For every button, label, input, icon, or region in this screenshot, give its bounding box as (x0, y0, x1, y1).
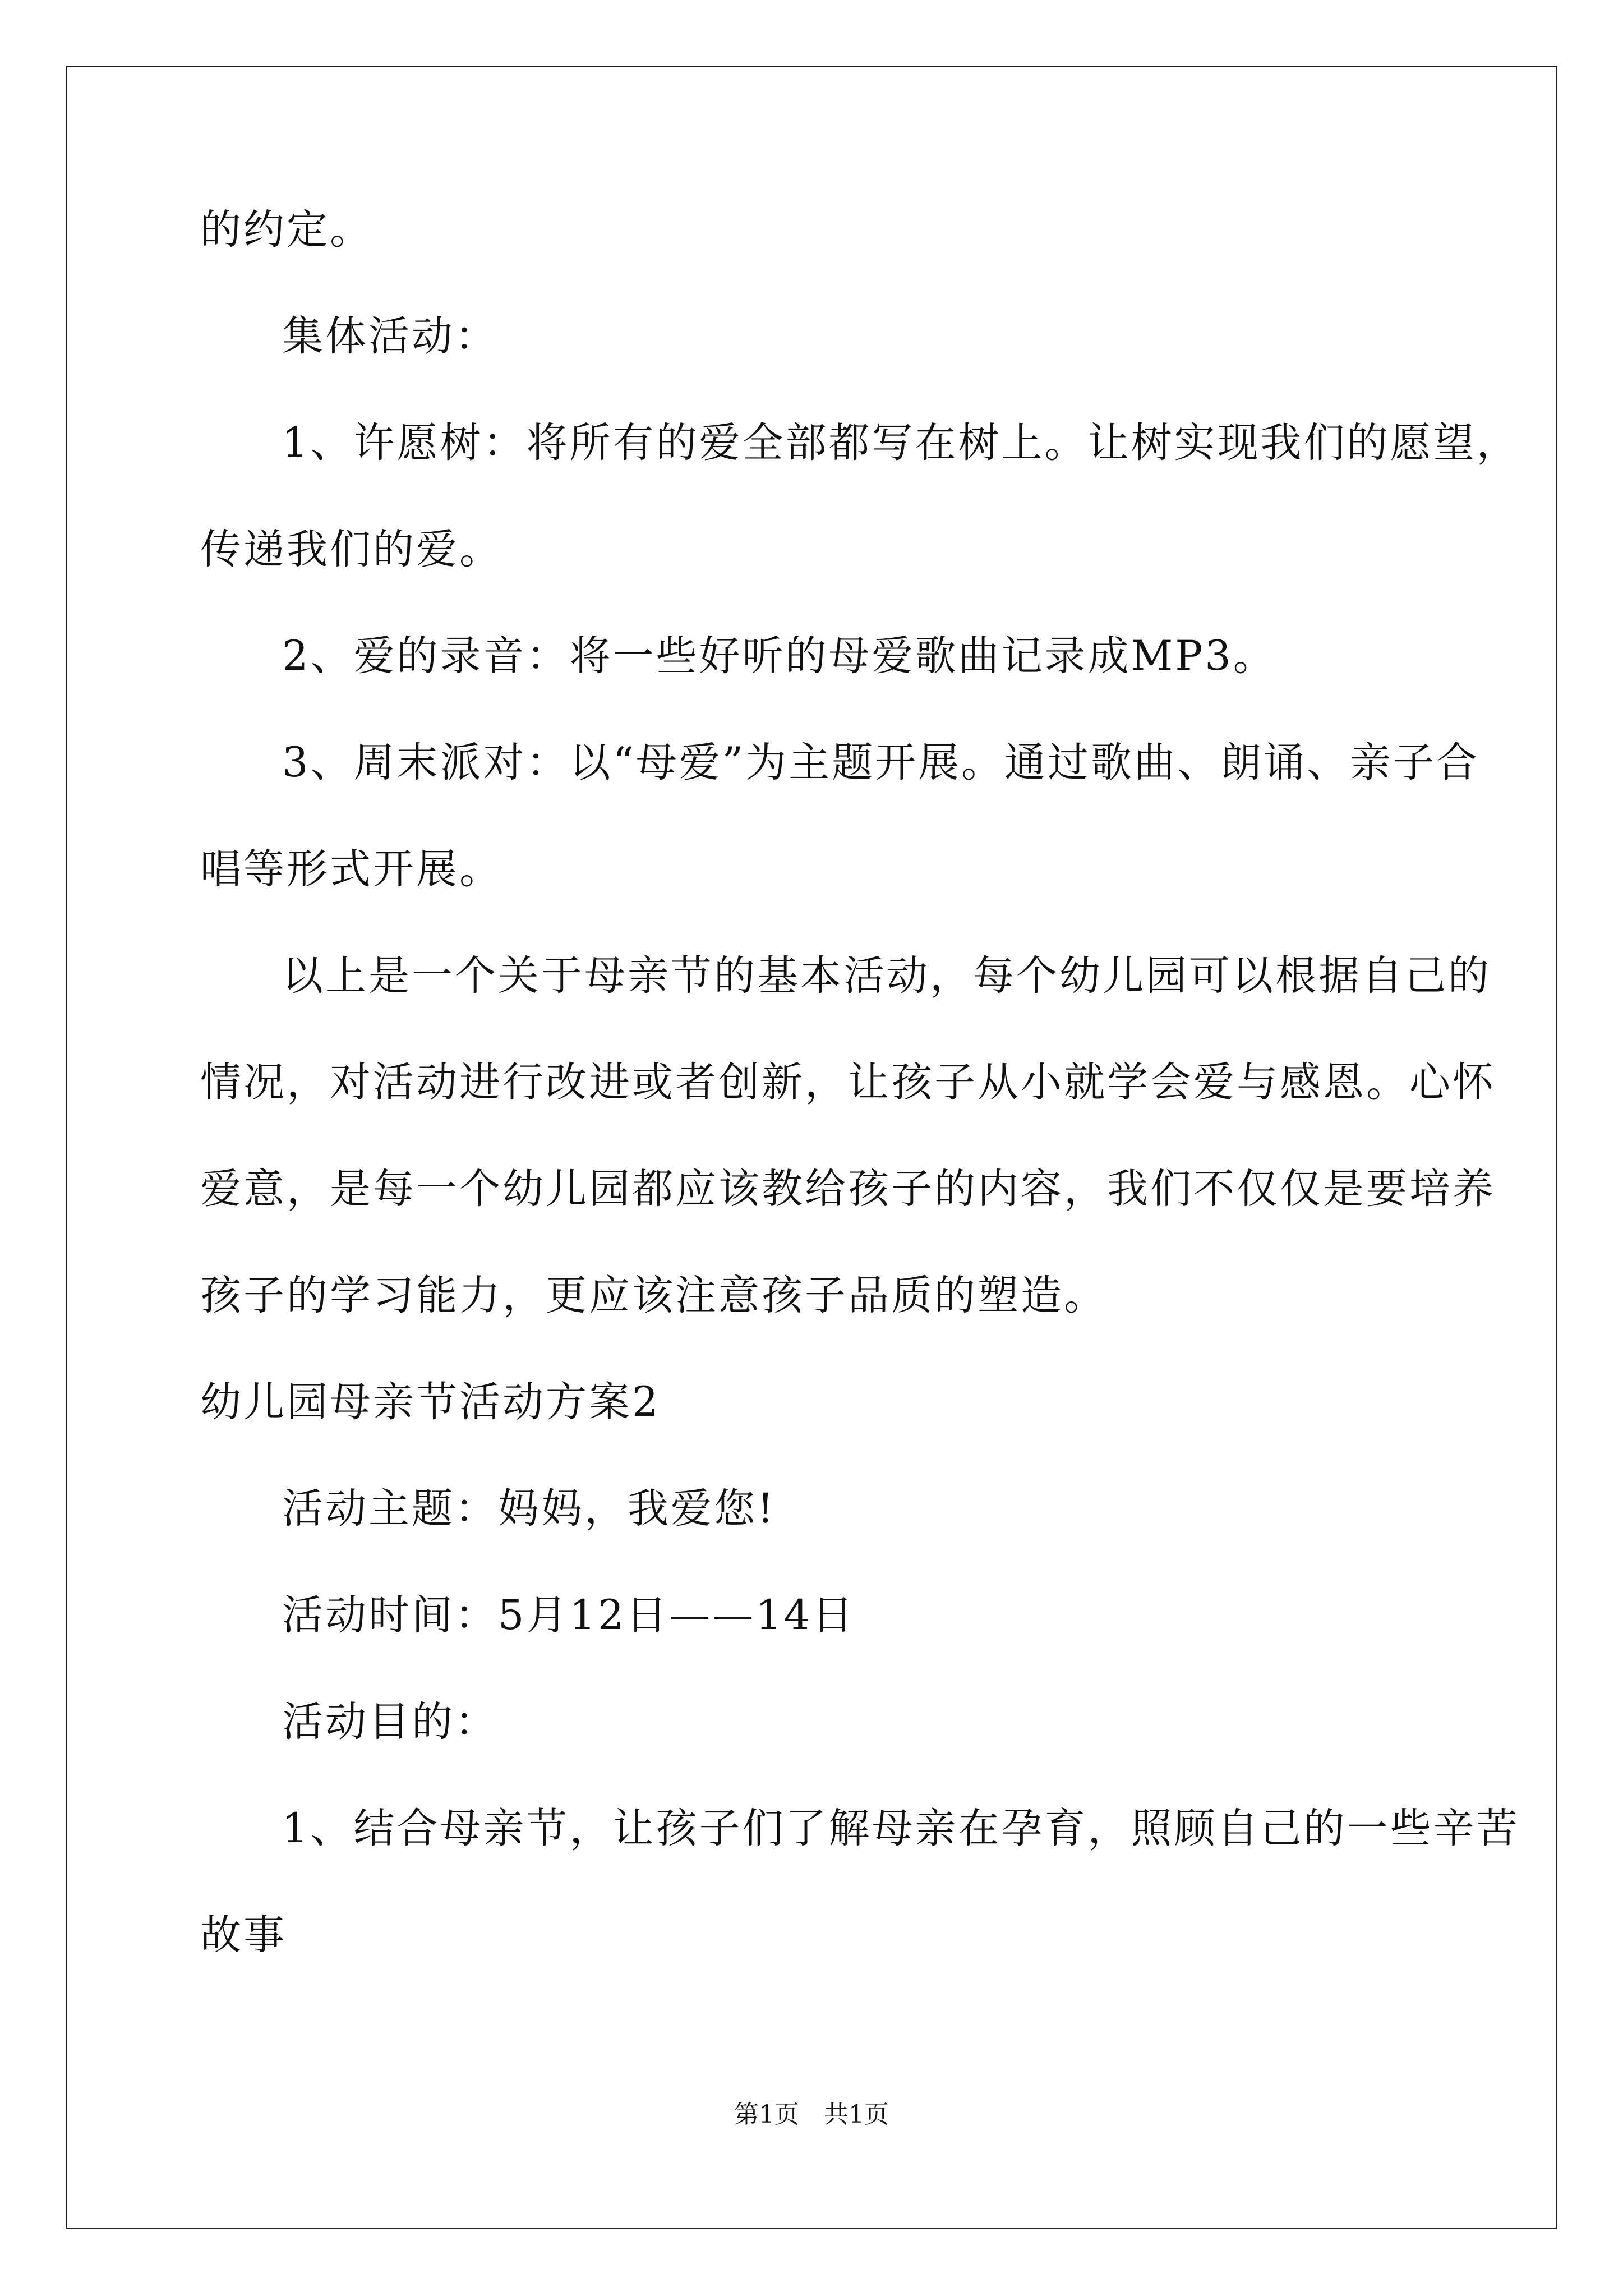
list-item: 1、结合母亲节，让孩子们了解母亲在孕育，照顾自己的一些辛苦 (282, 1805, 1520, 1852)
paragraph-line: 以上是一个关于母亲节的基本活动，每个幼儿园可以根据自己的 (282, 952, 1491, 1000)
list-item: 3、周末派对：以“母爱”为主题开展。通过歌曲、朗诵、亲子合 (282, 739, 1480, 786)
paragraph-line: 孩子的学习能力，更应该注意孩子品质的塑造。 (200, 1272, 1107, 1319)
list-item: 1、许愿树：将所有的爱全部都写在树上。让树实现我们的愿望， (282, 419, 1520, 467)
section-heading: 活动目的： (282, 1698, 498, 1746)
page-number: 第1页 (734, 2100, 799, 2129)
page-footer (0, 2098, 1623, 2132)
activity-time: 活动时间：5月12日——14日 (282, 1591, 856, 1639)
list-item: 2、爱的录音：将一些好听的母爱歌曲记录成MP3。 (282, 632, 1276, 680)
page-border (66, 66, 1557, 2229)
activity-theme: 活动主题：妈妈，我爱您! (282, 1485, 776, 1533)
text-line: 故事 (200, 1911, 287, 1959)
document-title: 幼儿园母亲节活动方案2 (200, 1378, 661, 1426)
paragraph-line: 爱意，是每一个幼儿园都应该教给孩子的内容，我们不仅仅是要培养 (200, 1165, 1496, 1213)
page-total: 共1页 (824, 2100, 889, 2129)
text-line: 传递我们的爱。 (200, 526, 502, 573)
section-heading: 集体活动： (282, 312, 498, 360)
text-line: 唱等形式开展。 (200, 845, 502, 893)
text-line: 的约定。 (200, 206, 373, 254)
paragraph-line: 情况，对活动进行改进或者创新，让孩子从小就学会爱与感恩。心怀 (200, 1059, 1496, 1106)
